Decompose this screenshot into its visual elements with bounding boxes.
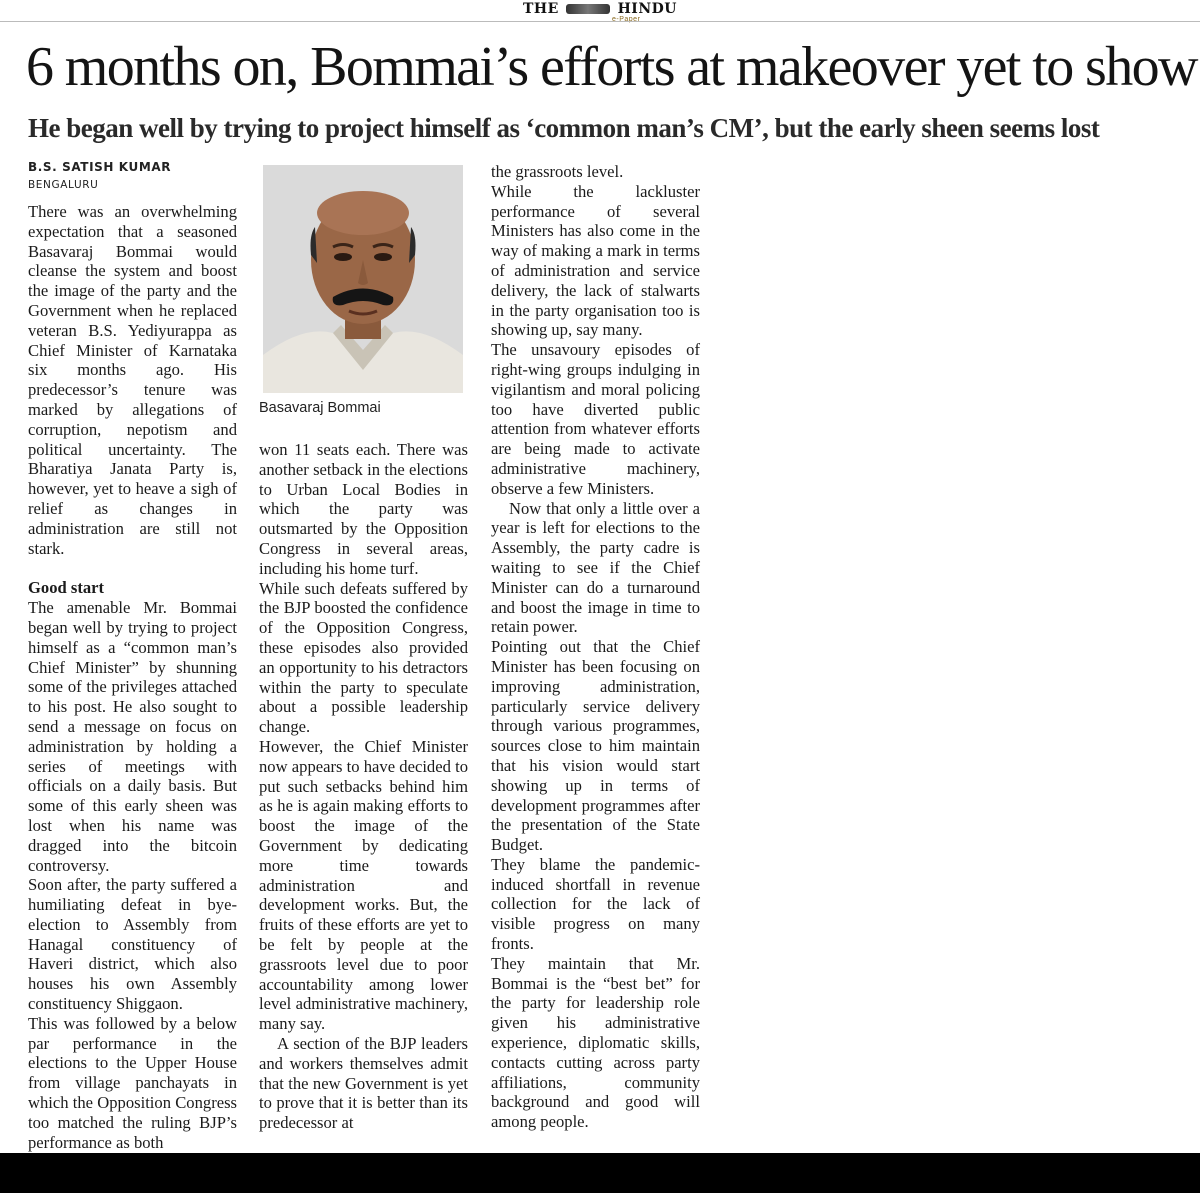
paragraph: Pointing out that the Chief Minister has been focusing on improving administration, particularly service delivery through various programmes, sources close to him maintain that his vision would start showing up in terms of development programmes after the presentation of the State Budget.	[491, 637, 700, 855]
paragraph: won 11 seats each. There was another setback in the elections to Urban Local Bodies in which the party was outsmarted by the Opposition Congress in several areas, including his home turf.	[259, 440, 468, 578]
portrait-illustration	[263, 165, 463, 393]
paragraph: A section of the BJP leaders and workers themselves admit that the new Government is yet to prove that it is better than its predecessor at	[259, 1033, 468, 1133]
paragraph: This was followed by a below par performance in the elections to the Upper House from village panchayats in which the Opposition Congress too matched the ruling BJP’s performance as both	[28, 1013, 237, 1152]
edition-tag: e-Paper	[612, 16, 641, 23]
article-column-2	[259, 440, 468, 1133]
article-headline: 6 months on, Bommai’s efforts at makeover yet to show	[26, 36, 1197, 98]
masthead-hindu: HINDU	[617, 1, 677, 17]
paragraph: While the lackluster performance of several Ministers has also come in the way of making a mark in terms of administration and service delivery, the lack of stalwarts in the party organisation too is showing up, say many.	[491, 181, 700, 340]
photo-caption: Basavaraj Bommai	[259, 400, 381, 416]
paragraph: However, the Chief Minister now appears to have decided to put such setbacks behind him as he is again making efforts to boost the image of the Government by dedicating more time towards administration and development works. But, the fruits of these efforts are yet to be felt by people at the grassroots level due to poor accountability among lower level administrative machinery, many say.	[259, 736, 468, 1034]
paragraph: There was an overwhelming expectation that a seasoned Basavaraj Bommai would cleanse the system and boost the image of the party and the Government when he replaced veteran B.S. Yediyurappa as Chief Minister of Karnataka six months ago. His predecessor’s tenure was marked by allegations of corruption, nepotism and political uncertainty. The Bharatiya Janata Party is, however, yet to heave a sigh of relief as changes in administration are still not stark.	[28, 202, 237, 558]
bottom-black-bar	[0, 1153, 1200, 1193]
portrait-photo	[263, 165, 463, 393]
paragraph: They blame the pandemic-induced shortfall in revenue collection for the lack of visible progress on many fronts.	[491, 854, 700, 954]
paragraph: The unsavoury episodes of right-wing groups indulging in vigilantism and moral policing too have diverted public attention from whatever efforts are being made to activate administrative machinery, observe a few Ministers.	[491, 340, 700, 498]
paragraph: They maintain that Mr. Bommai is the “best bet” for the party for leadership role given his administrative experience, diplomatic skills, contacts cutting across party affiliations, community background and good will among people.	[491, 953, 700, 1132]
paragraph: The amenable Mr. Bommai began well by trying to project himself as a “common man’s Chief Minister” by shunning some of the privileges attached to his post. He also sought to send a message on focus on administration by holding a series of meetings with officials on a daily basis. But some of this early sheen was lost when his name was dragged into the bitcoin controversy.	[28, 598, 237, 875]
newspaper-masthead	[0, 0, 1200, 23]
author-byline: B.S. SATISH KUMAR	[28, 160, 172, 174]
paragraph: Now that only a little over a year is left for elections to the Assembly, the party cadre is waiting to see if the Chief Minister can do a turnaround and boost the image in time to retain power.	[491, 498, 700, 637]
article-subheadline: He began well by trying to project himself as ‘common man’s CM’, but the early sheen seems lost	[28, 113, 1100, 143]
crest-logo-icon	[566, 4, 610, 14]
dateline: BENGALURU	[28, 179, 99, 191]
masthead-the: THE	[522, 1, 559, 17]
article-column-1	[28, 202, 237, 1152]
paragraph: Soon after, the party suffered a humiliating defeat in bye-election to Assembly from Hanagal constituency of Haveri district, which also houses his own Assembly constituency Shiggaon.	[28, 875, 237, 1014]
paragraph: the grassroots level.	[491, 162, 624, 181]
masthead-divider	[0, 21, 1200, 22]
section-subhead: Good start	[28, 578, 105, 598]
article-column-3	[491, 162, 700, 1132]
paragraph: While such defeats suffered by the BJP boosted the confidence of the Opposition Congress, these episodes also provided an opportunity to his detractors within the party to speculate about a possible leadership change.	[259, 578, 468, 737]
